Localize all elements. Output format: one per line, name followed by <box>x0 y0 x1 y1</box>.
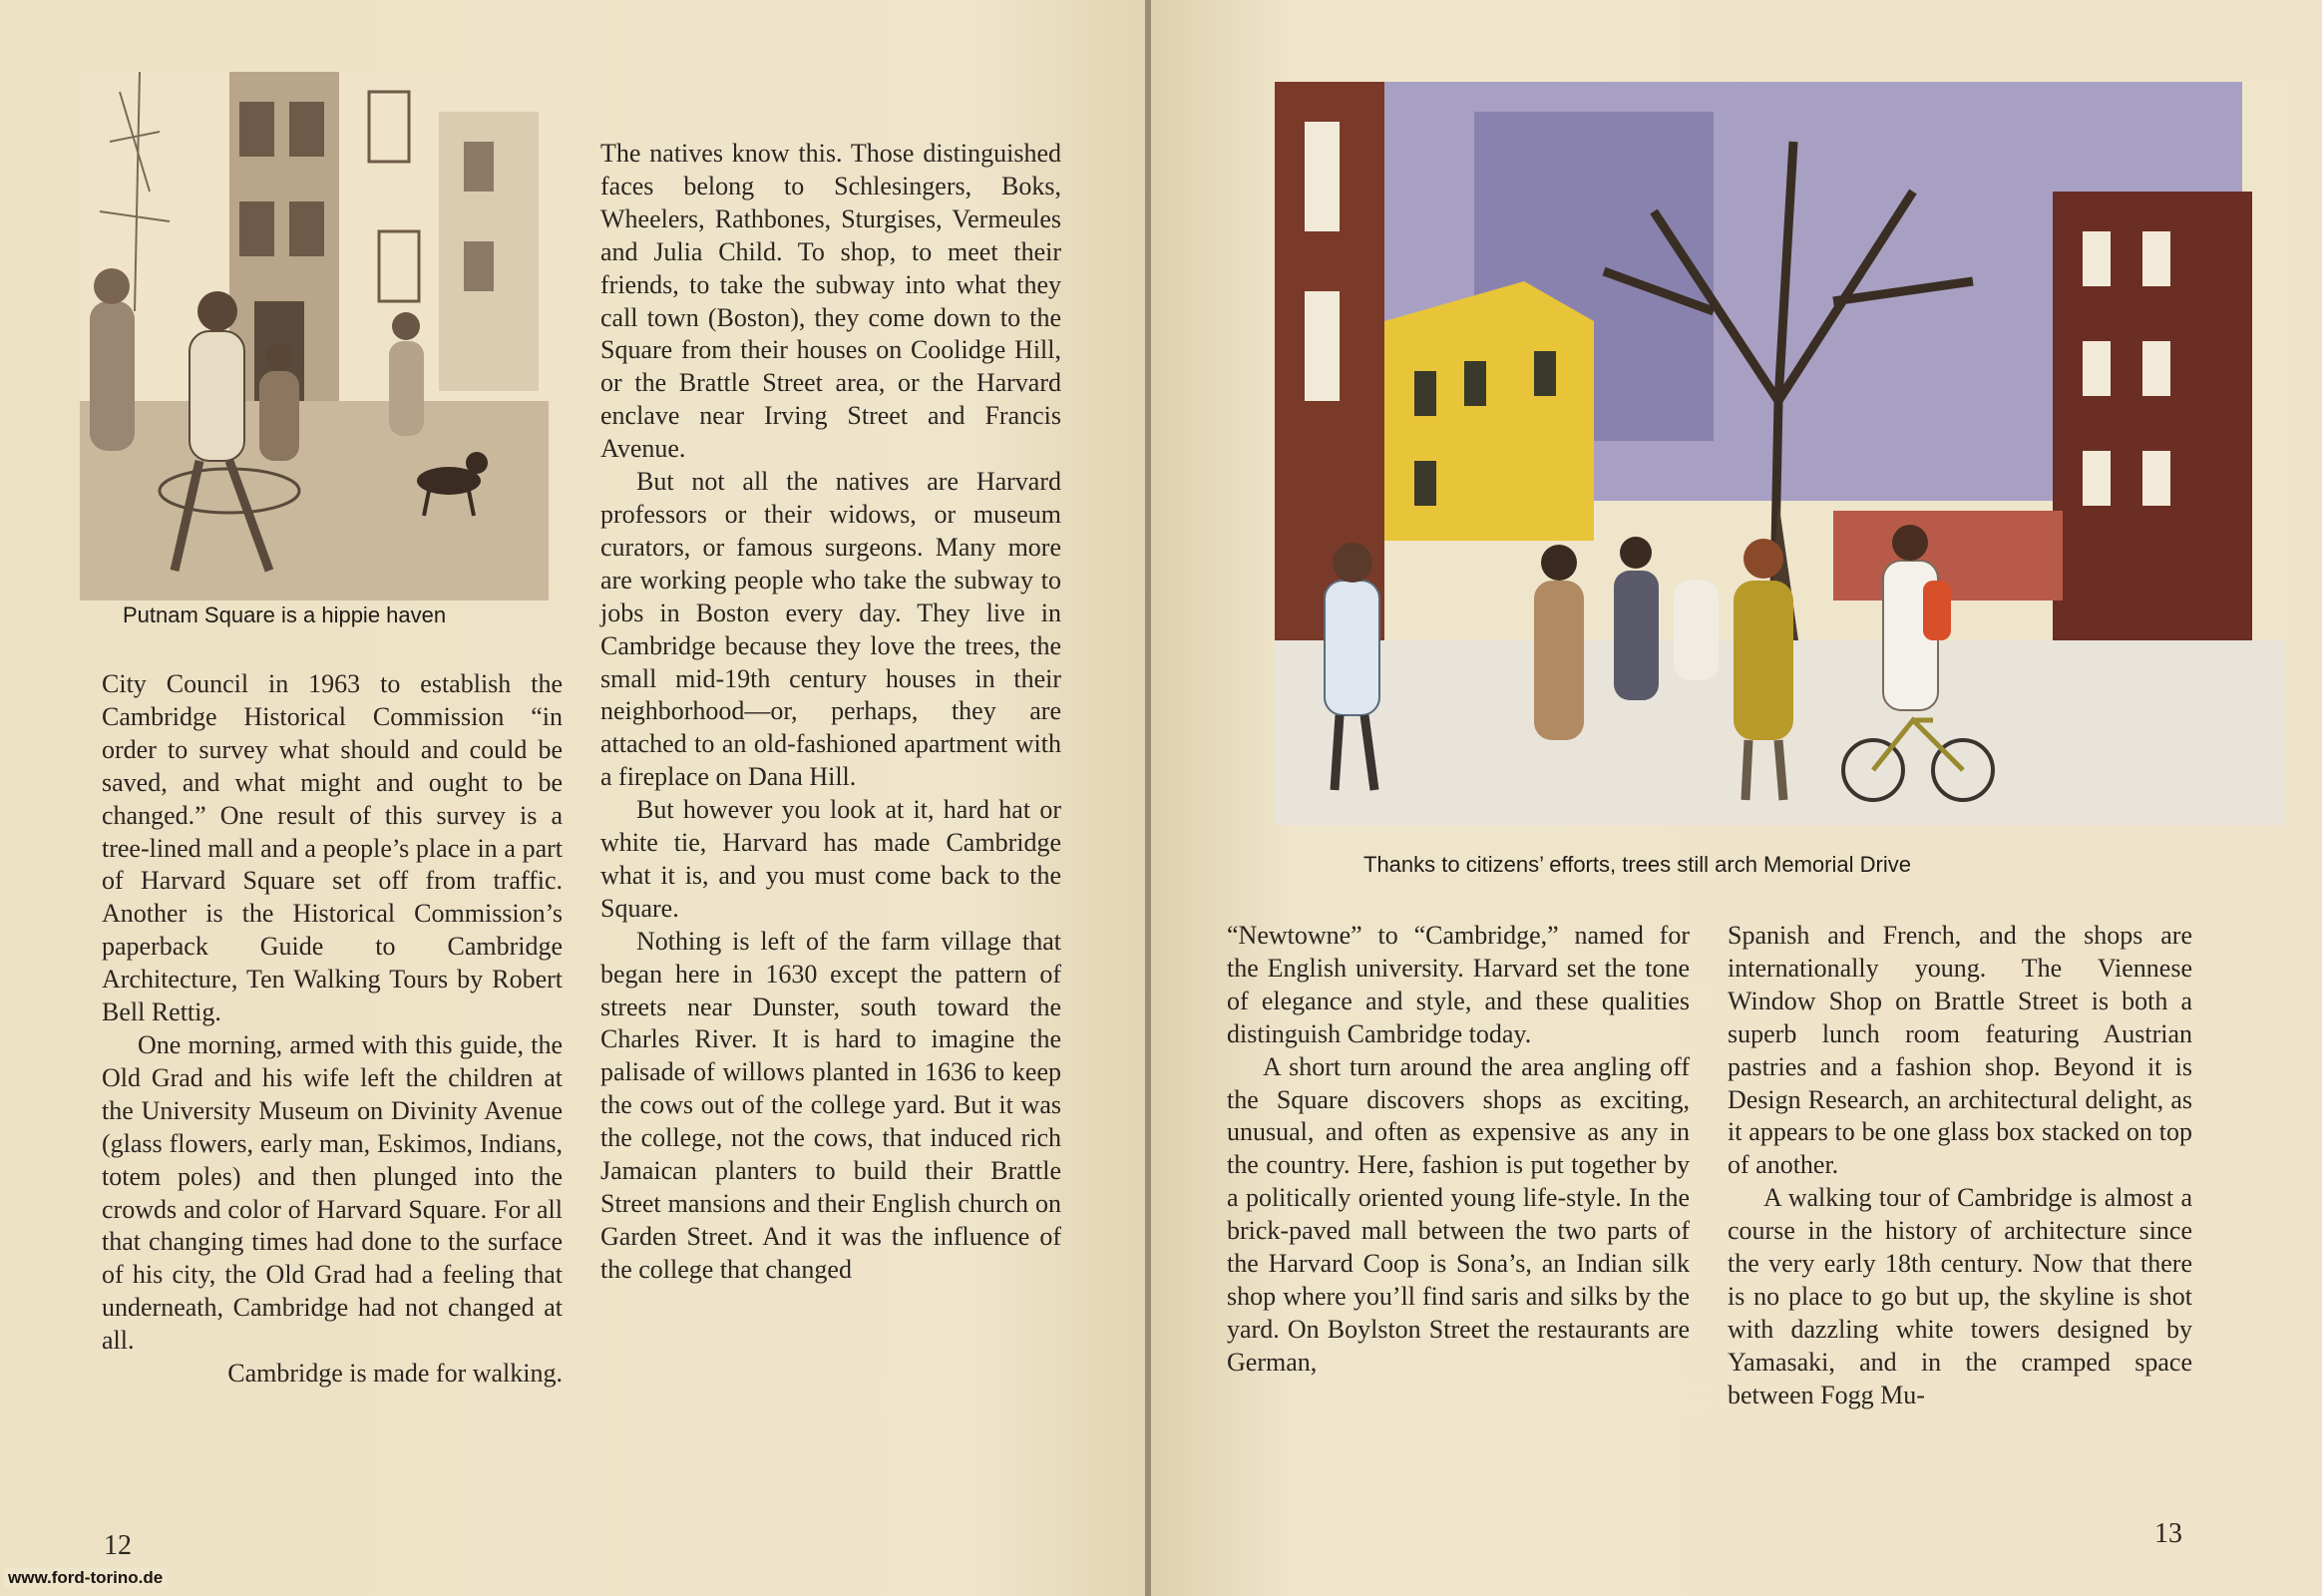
paragraph: City Council in 1963 to establish the Cambridge Historical Commission “in order to survey what should and could be saved, and what might and ought to be changed.” One result of this survey is a tree-lined mall and a people’s place in a part of Harvard Square set off from traffic. Another is the Historical Commission’s paperback Guide to Cambridge Architecture, Ten Walking Tours by Robert Bell Rettig. <box>102 669 563 1027</box>
paragraph: “Newtowne” to “Cambridge,” named for the English university. Harvard set the tone of elegance and style, and these qualities distinguish Cambridge today. <box>1227 921 1690 1048</box>
memorial-drive-illustration <box>1275 82 2286 825</box>
text-column-2 <box>600 138 1061 1287</box>
watermark: www.ford-torino.de <box>4 1568 167 1588</box>
putnam-square-illustration <box>80 72 549 600</box>
left-page <box>0 0 1147 1596</box>
paragraph: Nothing is left of the farm village that began here in 1630 except the pattern of streets near Dunster, south toward the Charles River. It is hard to imagine the palisade of willows planted in 1636 to keep the cows out of the college yard. But it was the college, not the cows, that induced rich Jamaican planters to build their Brattle Street mansions and their English church on Garden Street. And it was the influence of the college that changed <box>600 926 1061 1284</box>
illustration-caption: Thanks to citizens’ efforts, trees still arch Memorial Drive <box>1363 852 1911 877</box>
paragraph: But however you look at it, hard hat or white tie, Harvard has made Cambridge what it is, and you must come back to the Square. <box>600 795 1061 923</box>
memorial-drive-watercolor-icon <box>1275 82 2286 825</box>
paragraph: A walking tour of Cambridge is almost a course in the history of architecture since the very early 18th century. Now that there is no place to go but up, the skyline is shot with dazzling white towers designed by Yamasaki, and in the cramped space between Fogg Mu- <box>1728 1183 2192 1409</box>
illustration-caption: Putnam Square is a hippie haven <box>123 602 447 627</box>
paragraph: Cambridge is made for walking. <box>227 1359 563 1389</box>
paragraph: The natives know this. Those distinguished faces belong to Schlesingers, Boks, Wheelers, Rathbones, Sturgises, Vermeules and Julia Child. To shop, to meet their friends, to take the subway into what they call town (Boston), they come down to the Square from their houses on Coolidge Hill, or the Brattle Street area, or the Harvard enclave near Irving Street and Francis Avenue. <box>600 139 1061 464</box>
paragraph: One morning, armed with this guide, the Old Grad and his wife left the children at the University Museum on Divinity Avenue (glass flowers, early man, Eskimos, Indians, totem poles) and then plunged into the crowds and color of Harvard Square. For all that changing times had done to the surface of his city, the Old Grad had a feeling that underneath, Cambridge had not changed at all. <box>102 1029 563 1356</box>
paragraph: But not all the natives are Harvard professors or their widows, or museum curators, or famous surgeons. Many more are working people who take the subway to jobs in Boston every day. They live in Cambridge because they love the trees, the small mid-19th century houses in their neighborhood—or, perhaps, they are attached to an old-fashioned apartment with a fireplace on Dana Hill. <box>600 467 1061 792</box>
right-page <box>1151 0 2322 1596</box>
text-column-2 <box>1728 920 2192 1412</box>
paragraph: Spanish and French, and the shops are internationally young. The Viennese Window Shop on Brattle Street is both a superb lunch room featuring Austrian pastries and a fashion shop. Beyond it is Design Research, an architectural delight, as it appears to be one glass box stacked on top of another. <box>1728 921 2192 1180</box>
page-number: 13 <box>2154 1518 2182 1549</box>
text-column-1 <box>1227 920 1690 1380</box>
page-number: 12 <box>104 1530 132 1561</box>
paragraph: A short turn around the area angling off the Square discovers shops as exciting, unusual, and often as expensive as any in the country. Here, fashion is put together by a politically oriented young life-style. In the brick-paved mall between the two parts of the Harvard Coop is Sona’s, an Indian silk shop where you’ll find saris and silks by the yard. On Boylston Street the restaurants are German, <box>1227 1051 1690 1377</box>
putnam-square-sketch-icon <box>80 72 549 600</box>
text-column-1 <box>102 668 563 1391</box>
